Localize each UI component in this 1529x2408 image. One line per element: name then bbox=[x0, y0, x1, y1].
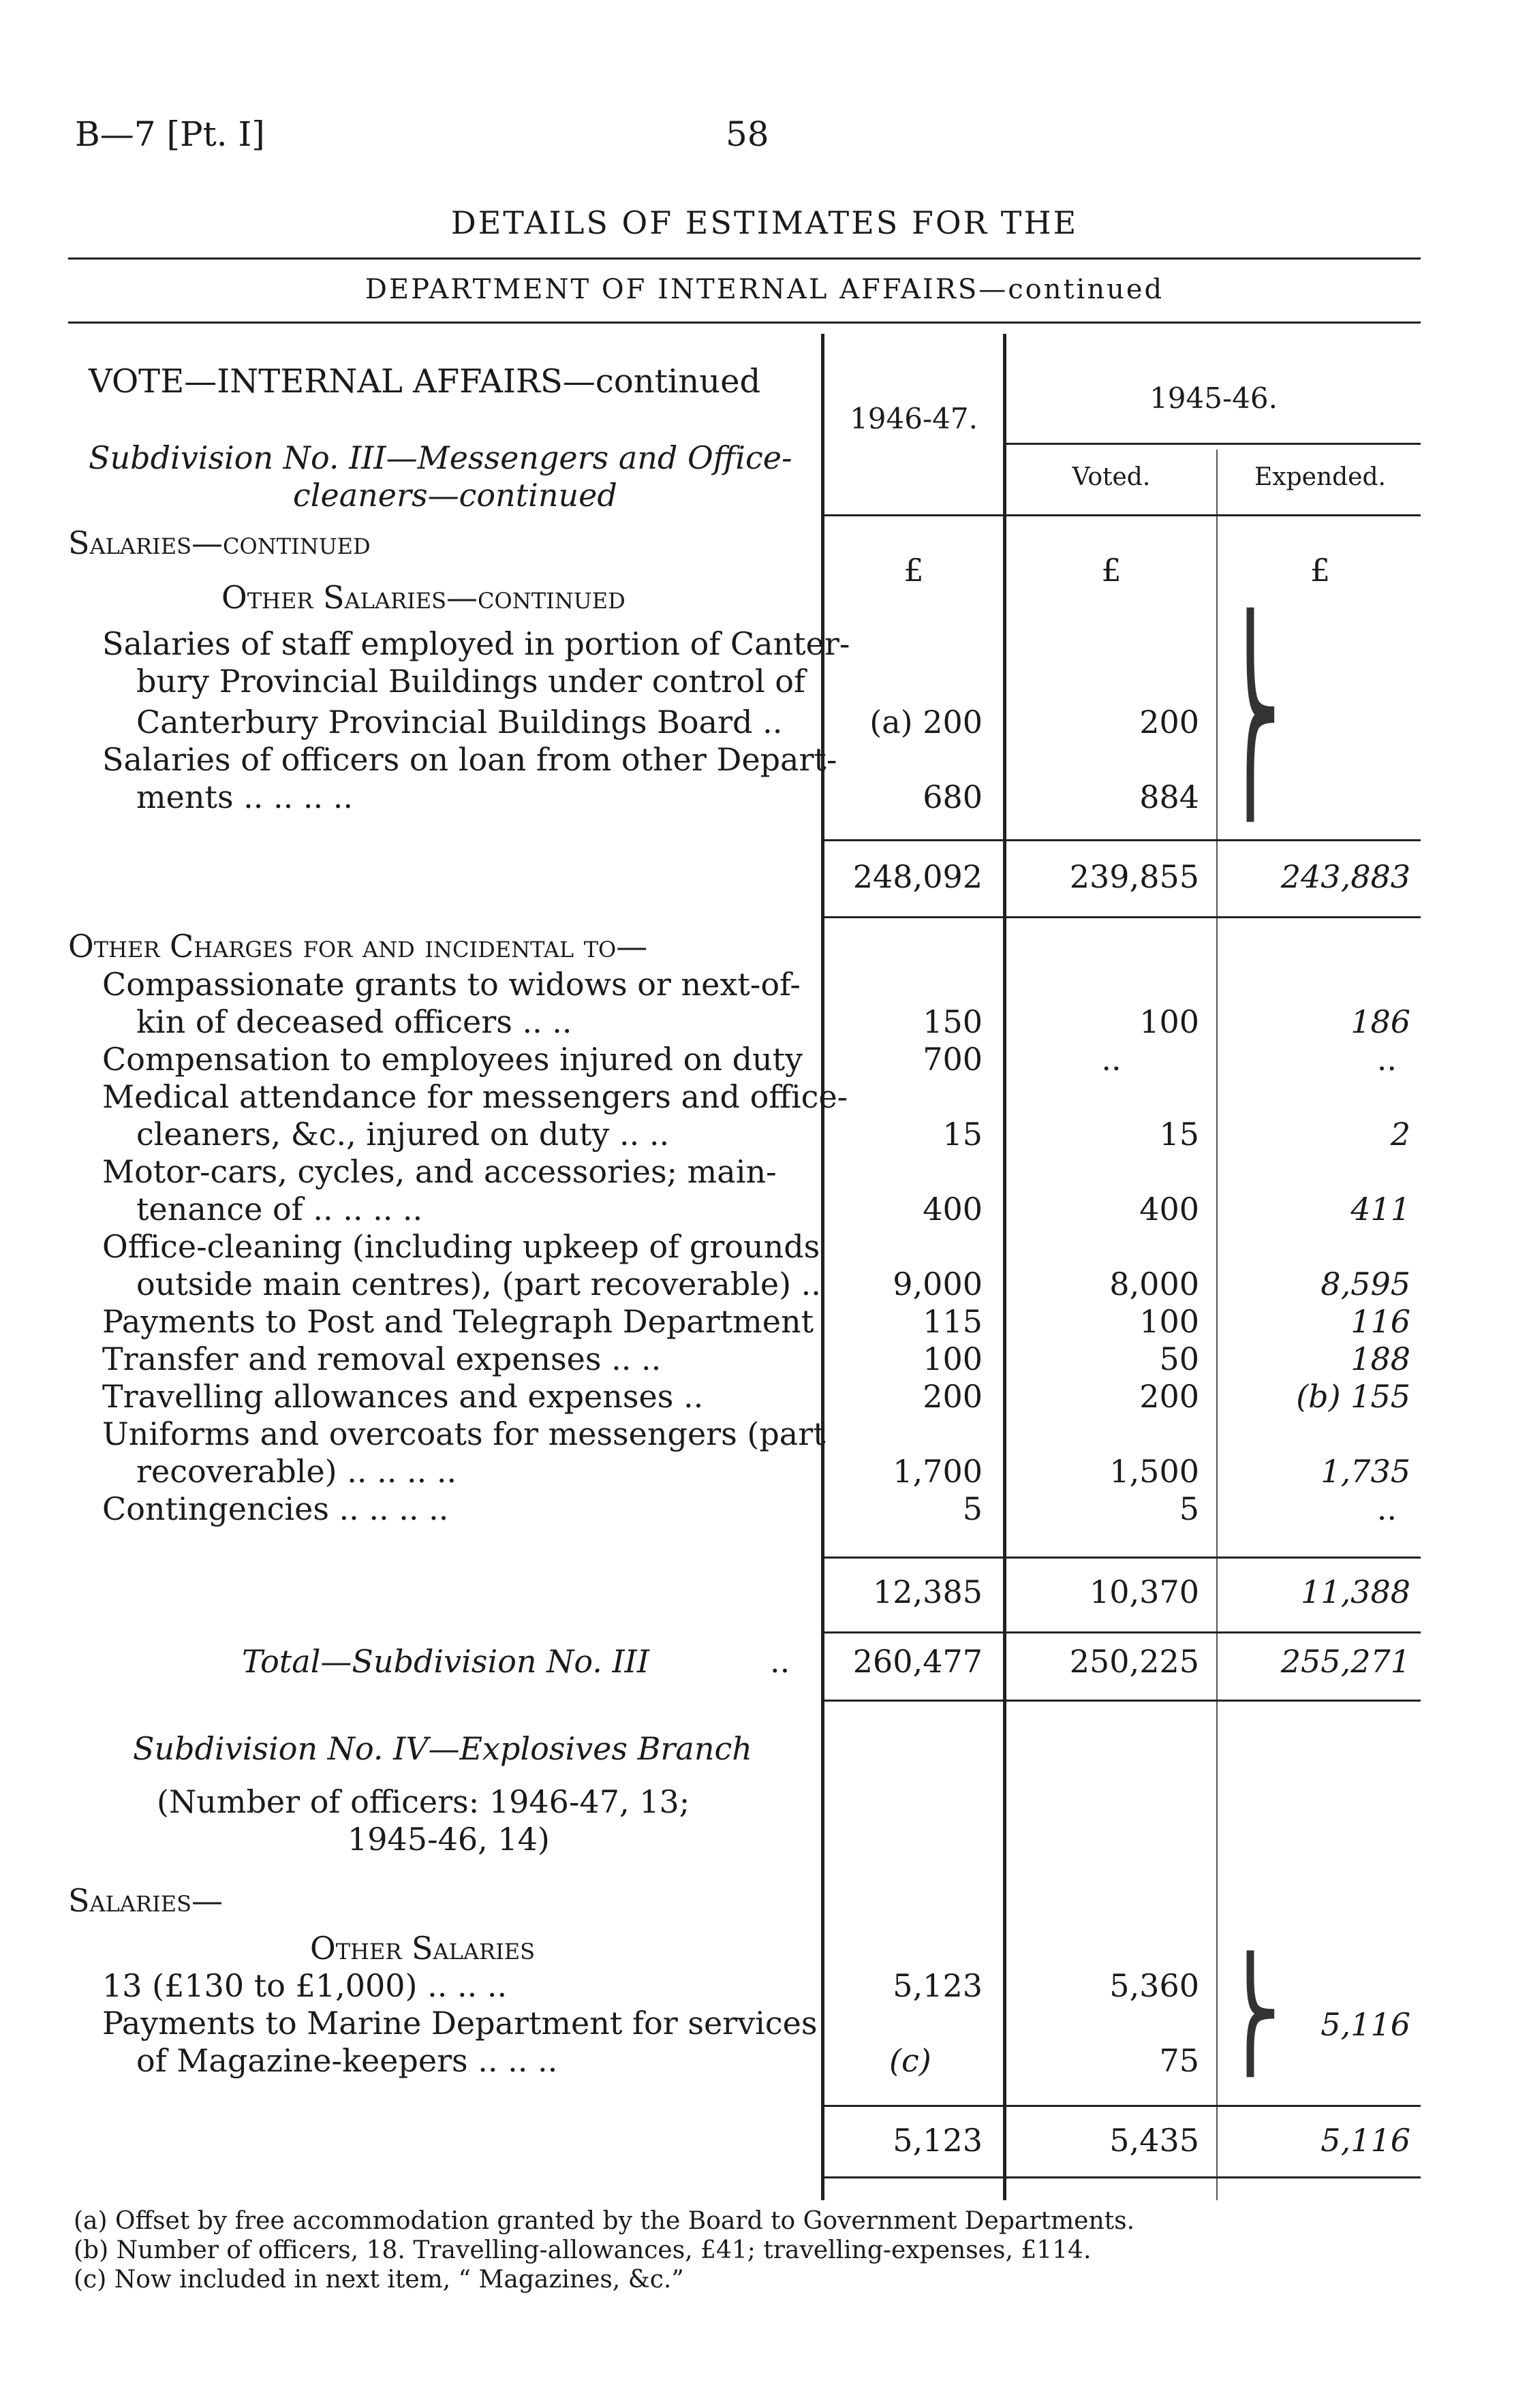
item-label: 13 (£130 to £1,000) .. .. .. bbox=[102, 1967, 508, 2004]
bracket-expended: 5,116 bbox=[1320, 2006, 1410, 2043]
department-subtitle: DEPARTMENT OF INTERNAL AFFAIRS—continued bbox=[365, 274, 1164, 305]
officers-count-cont: 1945-46, 14) bbox=[348, 1821, 550, 1858]
subdivision-heading-cont: cleaners—continued bbox=[293, 477, 617, 514]
value-1946: 9,000 bbox=[893, 1266, 983, 1302]
item-label: bury Provincial Buildings under control of bbox=[136, 663, 806, 700]
value-voted: 884 bbox=[1139, 779, 1199, 815]
item-label: recoverable) .. .. .. .. bbox=[136, 1453, 457, 1490]
total-1946: 248,092 bbox=[852, 858, 983, 895]
footnote-a: (a) Offset by free accommodation granted by the Board to Government Departments. bbox=[74, 2207, 1135, 2235]
value-expended: .. bbox=[1376, 1041, 1397, 1078]
value-1946: 150 bbox=[923, 1003, 983, 1040]
value-voted: 100 bbox=[1139, 1003, 1199, 1040]
item-label: Salaries of staff employed in portion of Canter- bbox=[102, 625, 850, 662]
total-1946: 12,385 bbox=[873, 1574, 983, 1610]
other-charges-heading: Other Charges for and incidental to— bbox=[68, 928, 648, 965]
item-label: kin of deceased officers .. .. bbox=[136, 1003, 572, 1040]
value-1946: 5 bbox=[962, 1490, 983, 1527]
value-1946: 700 bbox=[923, 1041, 983, 1078]
subdivision-total-expended: 255,271 bbox=[1280, 1643, 1410, 1680]
total-rule bbox=[824, 1631, 1421, 1633]
item-label: of Magazine-keepers .. .. .. bbox=[136, 2042, 558, 2079]
value-expended: 1,735 bbox=[1320, 1453, 1410, 1490]
total-expended: 11,388 bbox=[1301, 1574, 1410, 1610]
subdivision-total-dots: .. bbox=[770, 1643, 790, 1680]
currency-voted: £ bbox=[1101, 552, 1122, 589]
value-voted: 100 bbox=[1139, 1303, 1199, 1340]
col-1946-header: 1946-47. bbox=[850, 402, 978, 435]
officers-count: (Number of officers: 1946-47, 13; bbox=[157, 1783, 690, 1820]
value-expended: 188 bbox=[1350, 1341, 1410, 1377]
page-number: 58 bbox=[726, 114, 769, 154]
total-expended: 5,116 bbox=[1320, 2122, 1410, 2159]
value-1946: (c) bbox=[889, 2042, 931, 2079]
item-label: cleaners, &c., injured on duty .. .. bbox=[136, 1116, 670, 1153]
item-label: Transfer and removal expenses .. .. bbox=[102, 1341, 662, 1377]
col-1945-header: 1945-46. bbox=[1149, 381, 1278, 415]
item-label: ments .. .. .. .. bbox=[136, 779, 354, 815]
other-salaries-heading: Other Salaries—continued bbox=[221, 579, 626, 616]
value-1946: 100 bbox=[923, 1341, 983, 1377]
value-voted: 5 bbox=[1179, 1490, 1199, 1527]
value-expended: 186 bbox=[1350, 1003, 1410, 1040]
value-1946: 5,123 bbox=[893, 1967, 983, 2004]
value-voted: 1,500 bbox=[1109, 1453, 1199, 1490]
value-voted: 200 bbox=[1139, 704, 1199, 740]
value-1946: 15 bbox=[942, 1116, 983, 1153]
total-rule bbox=[824, 2176, 1421, 2178]
total-rule bbox=[824, 916, 1421, 918]
item-label: Compassionate grants to widows or next-of- bbox=[102, 966, 801, 1003]
total-rule bbox=[824, 1700, 1421, 1702]
value-voted: 50 bbox=[1159, 1341, 1199, 1377]
value-voted: .. bbox=[1101, 1041, 1122, 1078]
subdivision-total-voted: 250,225 bbox=[1069, 1643, 1199, 1680]
item-label: tenance of .. .. .. .. bbox=[136, 1191, 423, 1228]
title-rule bbox=[68, 257, 1421, 260]
value-voted: 400 bbox=[1139, 1191, 1199, 1228]
header-rule bbox=[824, 514, 1421, 516]
total-voted: 10,370 bbox=[1090, 1574, 1199, 1610]
value-expended: 411 bbox=[1350, 1191, 1410, 1228]
value-1946: (a) 200 bbox=[869, 704, 983, 740]
bracket: ⎬ bbox=[1220, 1953, 1281, 2076]
subdivision-heading: Subdivision No. III—Messengers and Office- bbox=[89, 439, 792, 476]
currency-1946: £ bbox=[904, 552, 924, 589]
value-voted: 8,000 bbox=[1109, 1266, 1199, 1302]
subtitle-rule bbox=[68, 322, 1421, 324]
subdivision-iv-heading: Subdivision No. IV—Explosives Branch bbox=[133, 1730, 752, 1767]
column-rule-3 bbox=[1216, 450, 1218, 2200]
value-expended: .. bbox=[1376, 1490, 1397, 1527]
col-expended-header: Expended. bbox=[1254, 463, 1386, 491]
item-label: Salaries of officers on loan from other Depart- bbox=[102, 741, 837, 778]
bracket: ⎬ bbox=[1220, 612, 1281, 820]
item-label: Uniforms and overcoats for messengers (part bbox=[102, 1416, 826, 1452]
group-rule bbox=[1006, 443, 1421, 445]
footnote-b: (b) Number of officers, 18. Travelling-allowances, £41; travelling-expenses, £114. bbox=[74, 2236, 1092, 2264]
total-voted: 5,435 bbox=[1109, 2122, 1199, 2159]
col-voted-header: Voted. bbox=[1072, 463, 1151, 491]
value-expended: 116 bbox=[1350, 1303, 1410, 1340]
value-voted: 5,360 bbox=[1109, 1967, 1199, 2004]
salaries-heading: Salaries—continued bbox=[68, 525, 371, 561]
value-voted: 15 bbox=[1159, 1116, 1199, 1153]
value-1946: 115 bbox=[923, 1303, 983, 1340]
value-voted: 75 bbox=[1159, 2042, 1199, 2079]
item-label: outside main centres), (part recoverable) .. bbox=[136, 1266, 821, 1302]
item-label: Payments to Marine Department for services bbox=[102, 2005, 818, 2042]
footnote-c: (c) Now included in next item, “ Magazines, &c.” bbox=[74, 2266, 684, 2294]
currency-expended: £ bbox=[1310, 552, 1331, 589]
document-reference: B—7 [Pt. I] bbox=[75, 114, 265, 154]
other-salaries-heading: Other Salaries bbox=[310, 1930, 536, 1967]
value-1946: 400 bbox=[923, 1191, 983, 1228]
item-label: Medical attendance for messengers and office- bbox=[102, 1078, 848, 1115]
value-voted: 200 bbox=[1139, 1378, 1199, 1415]
item-label: Office-cleaning (including upkeep of grounds bbox=[102, 1228, 820, 1265]
subtotal-rule bbox=[824, 2105, 1421, 2107]
value-expended: 8,595 bbox=[1320, 1266, 1410, 1302]
subtotal-rule bbox=[824, 1557, 1421, 1559]
vote-heading: VOTE—INTERNAL AFFAIRS—continued bbox=[89, 362, 761, 401]
item-label: Contingencies .. .. .. .. bbox=[102, 1490, 449, 1527]
subtotal-rule bbox=[824, 839, 1421, 841]
total-voted: 239,855 bbox=[1069, 858, 1199, 895]
value-1946: 1,700 bbox=[893, 1453, 983, 1490]
subdivision-total-1946: 260,477 bbox=[852, 1643, 983, 1680]
item-label: Payments to Post and Telegraph Department bbox=[102, 1303, 814, 1340]
value-1946: 680 bbox=[923, 779, 983, 815]
item-label: Canterbury Provincial Buildings Board .. bbox=[136, 704, 783, 740]
item-label: Travelling allowances and expenses .. bbox=[102, 1378, 704, 1415]
item-label: Motor-cars, cycles, and accessories; main- bbox=[102, 1153, 777, 1190]
value-expended: (b) 155 bbox=[1296, 1378, 1410, 1415]
item-label: Compensation to employees injured on duty bbox=[102, 1041, 803, 1078]
page-title: DETAILS OF ESTIMATES FOR THE bbox=[450, 204, 1079, 241]
total-1946: 5,123 bbox=[893, 2122, 983, 2159]
salaries-heading: Salaries— bbox=[68, 1882, 223, 1919]
value-1946: 200 bbox=[923, 1378, 983, 1415]
value-expended: 2 bbox=[1390, 1116, 1410, 1153]
total-expended: 243,883 bbox=[1280, 858, 1410, 895]
subdivision-total-label: Total—Subdivision No. III bbox=[242, 1643, 650, 1680]
